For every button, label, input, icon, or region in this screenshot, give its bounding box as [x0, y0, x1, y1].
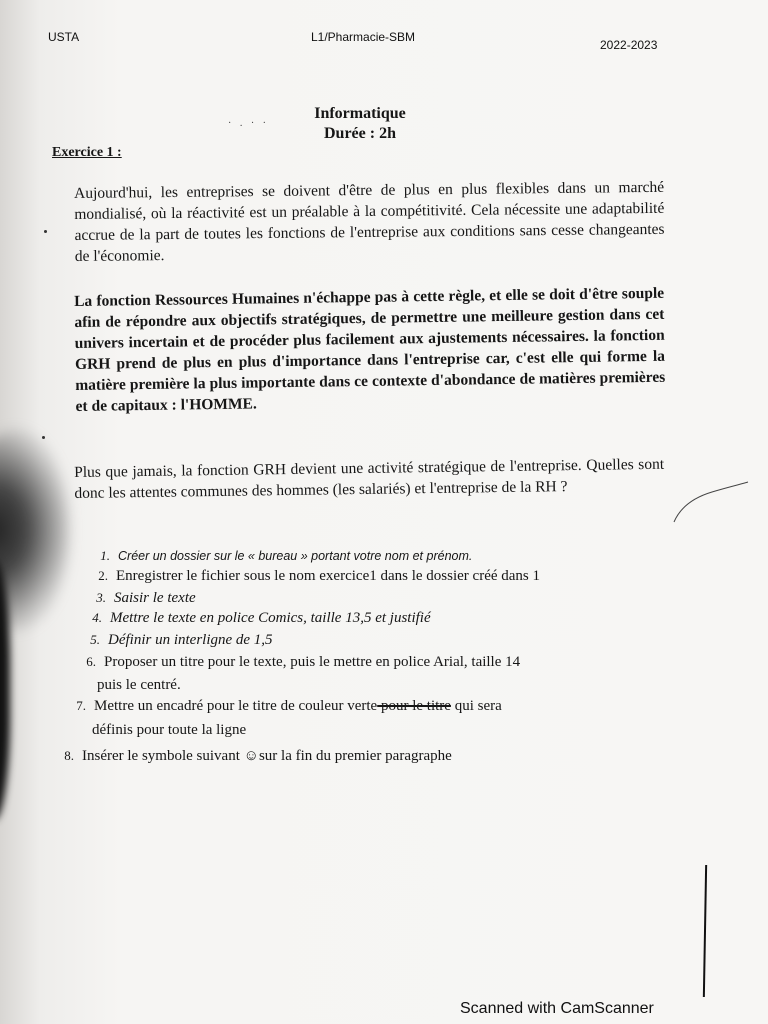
margin-line	[703, 865, 707, 997]
header-institution: USTA	[48, 30, 80, 44]
title-duration: Durée : 2h	[324, 125, 396, 142]
task-item-4	[80, 610, 431, 627]
task-text: Saisir le texte	[114, 590, 196, 606]
task-text: Proposer un titre pour le texte, puis le mettre en police Arial, taille 14	[104, 654, 521, 670]
scan-dot	[44, 230, 47, 233]
task-item-6	[74, 654, 520, 671]
exercise-heading: Exercice 1 :	[52, 145, 122, 160]
task-number: 4.	[92, 610, 102, 625]
document-title	[250, 104, 470, 144]
task-text: Insérer le symbole suivant	[82, 748, 244, 764]
paragraph-2: La fonction Ressources Humaines n'échappe pas à cette règle, et elle se doit d'être souple afin de répondre aux objectifs stratégiques, de permettre une meilleure gestion dans cet univers incertain et de procéder plus facilement aux ajustements nécessaires. la fonction GRH prend de plus en plus d'importance dans l'entreprise car, c'est elle qui forme la matière première la plus importante dans ce contexte d'abondance de matières premières et de capitaux : l'HOMME.	[74, 284, 666, 415]
task-text: Mettre le texte en police Comics, taille 13,5 et justifié	[110, 610, 431, 626]
task-number: 8.	[64, 748, 74, 763]
paragraph-1: Aujourd'hui, les entreprises se doivent d'être de plus en plus flexibles dans un marché mondialisé, où la réactivité est un préalable à la compétitivité. Cela nécessite une adaptabilité accrue de la part de toutes les fonctions de l'entreprise aux conditions sans cesse changeantes de l'économie.	[74, 178, 665, 265]
paragraph-3: Plus que jamais, la fonction GRH devient une activité stratégique de l'entreprise. Quelles sont donc les attentes communes des hommes (les salariés) et l'entreprise de la RH ?	[74, 455, 665, 502]
task-item-8	[52, 748, 452, 765]
task-item-5	[78, 632, 273, 649]
task-number: 5.	[90, 632, 100, 647]
task-text: Enregistrer le fichier sous le nom exercice1 dans le dossier créé dans 1	[116, 568, 540, 584]
task-item-1	[88, 548, 472, 564]
task-number: 3.	[96, 590, 106, 605]
task-text: Mettre un encadré pour le titre de couleur verte	[94, 698, 378, 714]
task-6-continuation: puis le centré.	[97, 677, 181, 693]
task-text-end: qui sera	[450, 698, 502, 714]
task-strikethrough-text: pour le titre	[377, 698, 451, 714]
scanner-watermark: Scanned with CamScanner	[460, 1000, 654, 1017]
task-text-end: sur la fin du premier paragraphe	[258, 748, 452, 764]
task-item-3	[84, 590, 196, 607]
header-year: 2022-2023	[600, 38, 658, 52]
task-7-continuation: définis pour toute la ligne	[92, 722, 247, 738]
task-item-2	[86, 568, 540, 585]
task-item-7	[64, 698, 502, 715]
scan-shadow	[0, 430, 70, 630]
task-number: 1.	[100, 548, 110, 563]
task-text: Définir un interligne de 1,5	[108, 632, 273, 648]
header-class: L1/Pharmacie-SBM	[311, 30, 416, 44]
title-subject: Informatique	[314, 105, 406, 122]
task-text: Créer un dossier sur le « bureau » portant votre nom et prénom.	[118, 549, 473, 563]
task-number: 6.	[86, 654, 96, 669]
task-number: 2.	[98, 568, 108, 583]
scan-dot	[42, 436, 45, 439]
task-number: 7.	[76, 698, 86, 713]
pen-stroke-mark	[672, 478, 752, 528]
scan-specks: · . · ·	[228, 118, 269, 129]
smiley-icon: ☺	[243, 748, 259, 764]
